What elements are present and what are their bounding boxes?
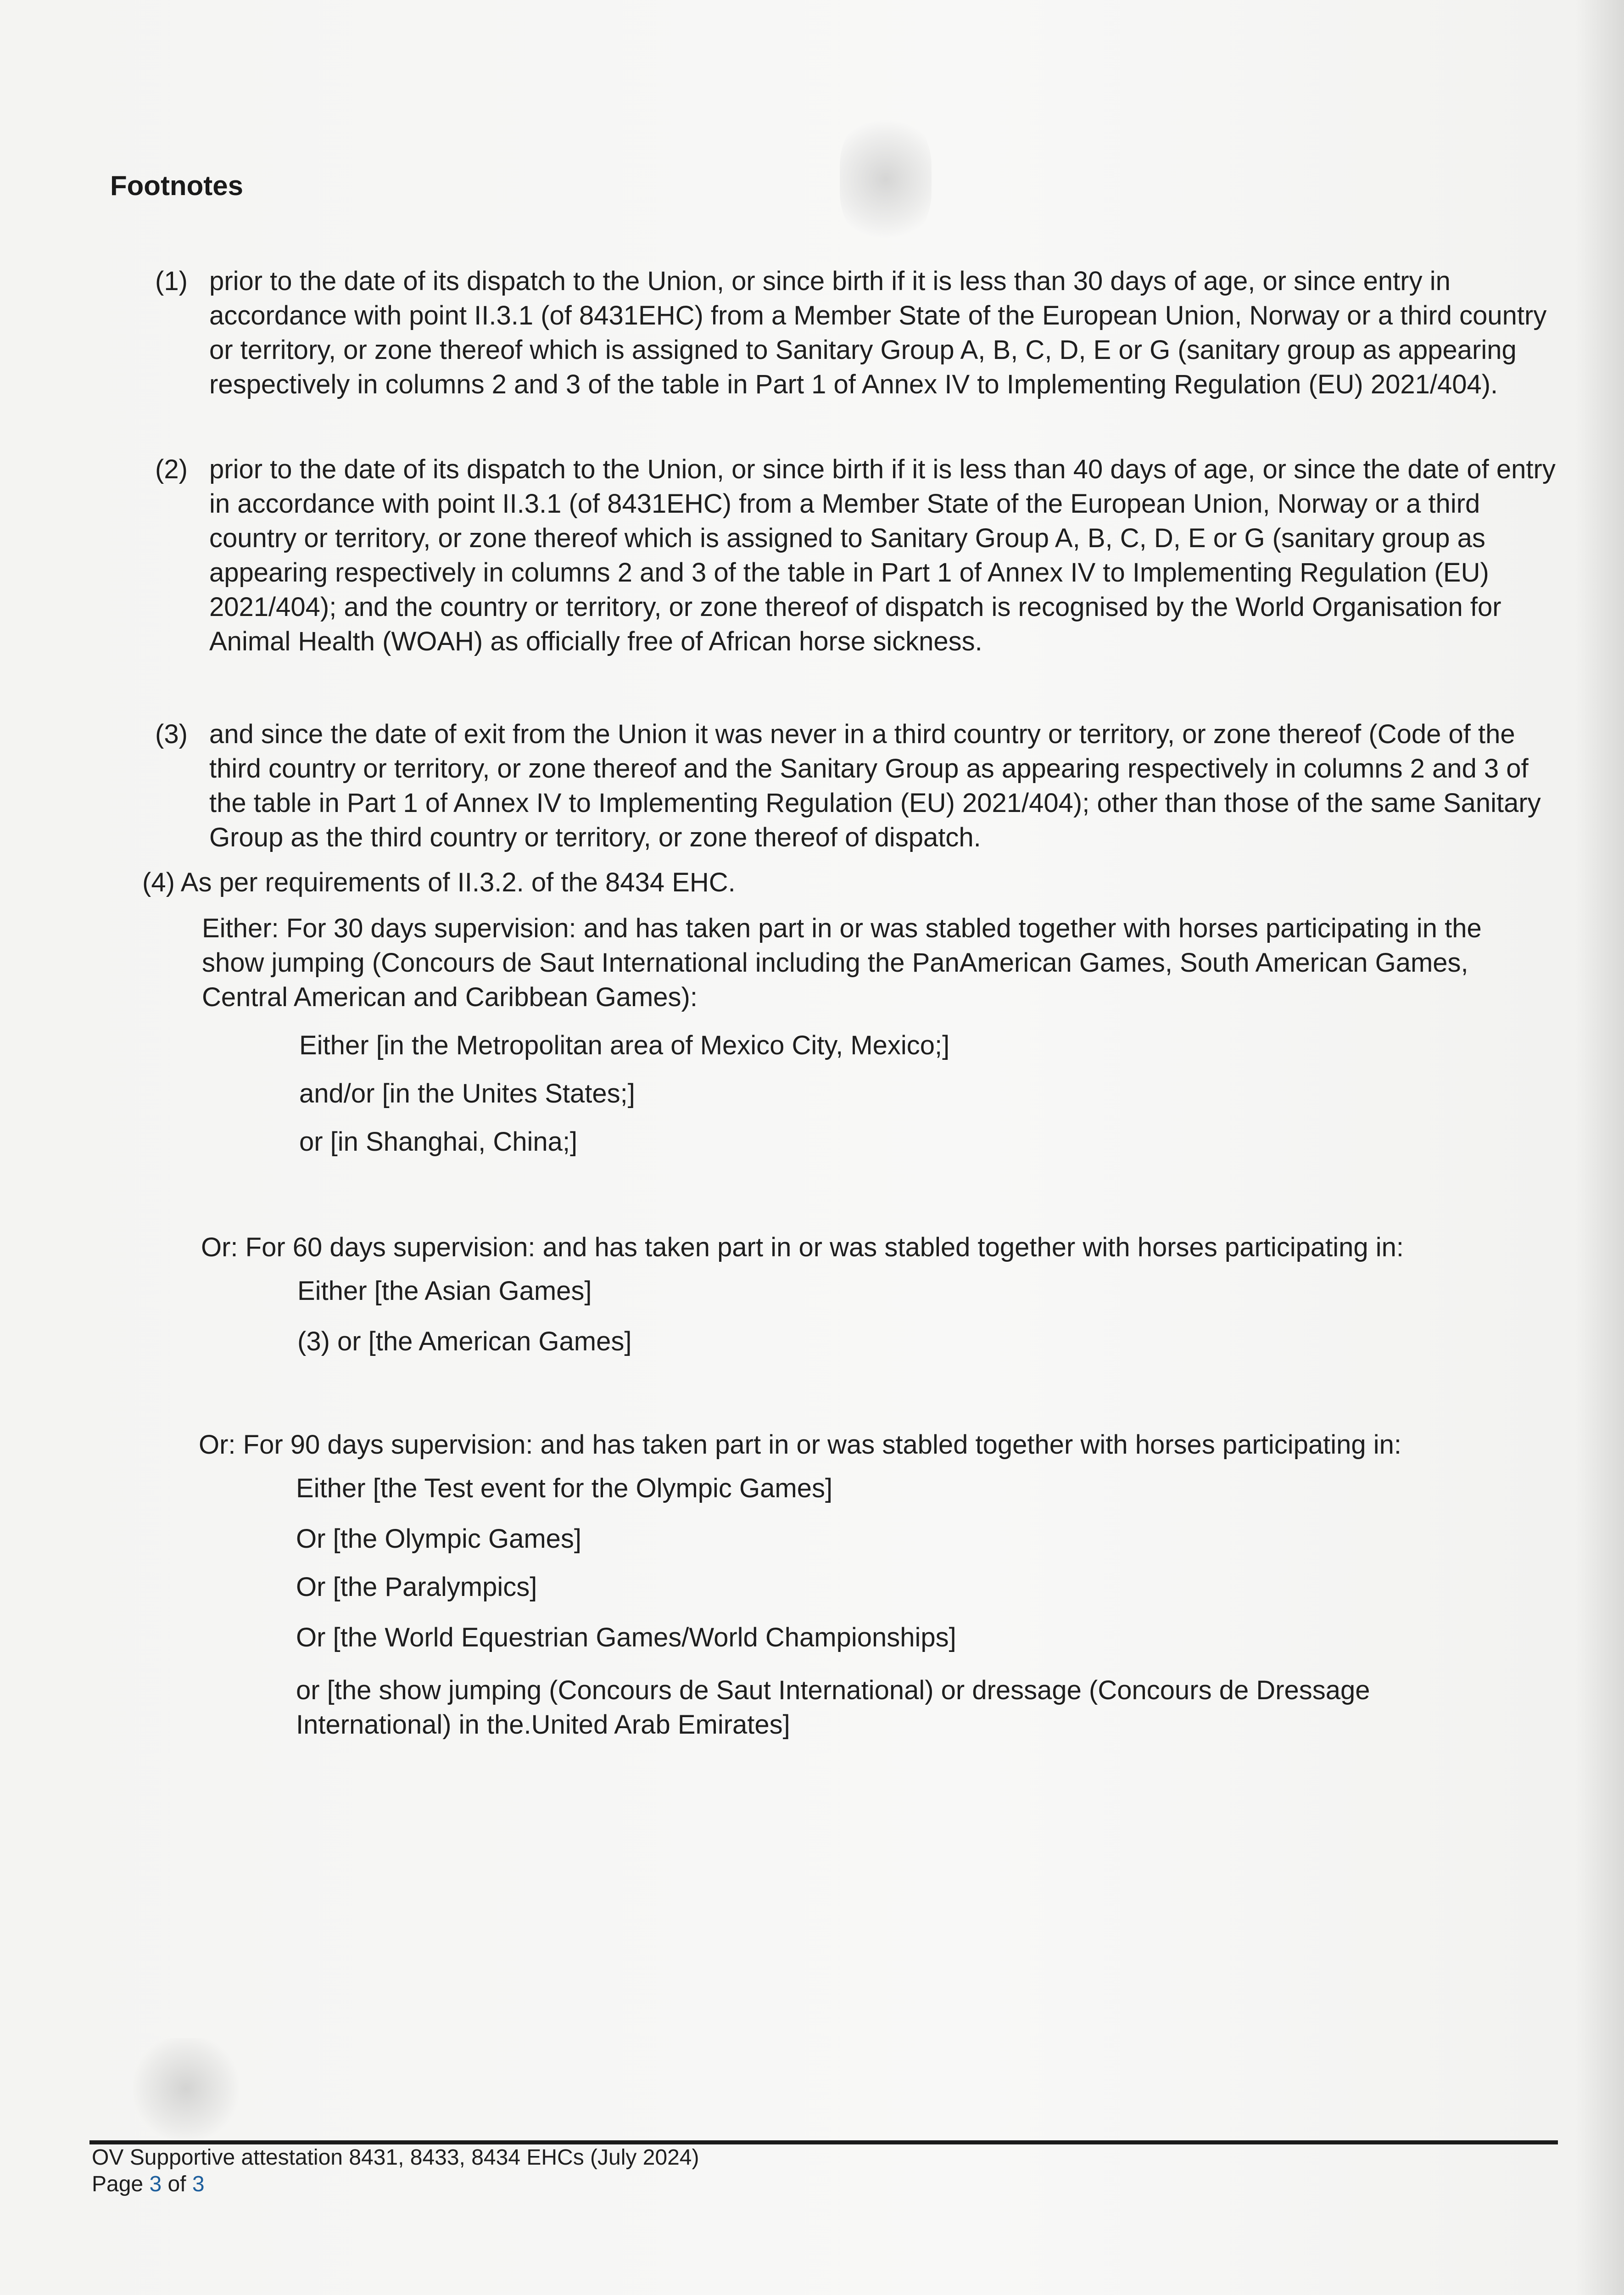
list-90-item: Or [the Paralympics] bbox=[296, 1572, 537, 1602]
footer-page-number bbox=[92, 2171, 699, 2198]
list-30-item: Either [in the Metropolitan area of Mexico City, Mexico;] bbox=[299, 1030, 950, 1060]
footnotes-heading: Footnotes bbox=[110, 170, 243, 201]
list-60-item: (3) or [the American Games] bbox=[297, 1327, 632, 1356]
footnote-number: (3) bbox=[155, 719, 188, 749]
supervision-60-days: Or: For 60 days supervision: and has taken part in or was stabled together with horses participating in: bbox=[201, 1232, 1404, 1262]
footer-document-title: OV Supportive attestation 8431, 8433, 8434 EHCs (July 2024) bbox=[92, 2145, 699, 2170]
footnote-2 bbox=[155, 452, 1568, 659]
footnote-text: and since the date of exit from the Union it was never in a third country or territory, or zone thereof (Code of the third country or territory, or zone thereof and the Sanitary Group as appearing respectively in columns 2 and 3 of the table in Part 1 of Annex IV to Implementing Regulation (EU) 2021/404); other than those of the same Sanitary Group as the third country or territory, or zone thereof of dispatch. bbox=[209, 719, 1541, 852]
list-90-item: Or [the Olympic Games] bbox=[296, 1524, 582, 1554]
footnote-text: prior to the date of its dispatch to the Union, or since birth if it is less than 30 days of age, or since entry in accordance with point II.3.1 (of 8431EHC) from a Member State of the European Union, Norway or a third country or territory, or zone thereof which is assigned to Sanitary Group A, B, C, D, E or G (sanitary group as appearing respectively in columns 2 and 3 of the table in Part 1 of Annex IV to Implementing Regulation (EU) 2021/404). bbox=[209, 266, 1547, 399]
list-30-item: or [in Shanghai, China;] bbox=[299, 1127, 578, 1157]
footnote-1 bbox=[155, 264, 1568, 402]
list-30-item: and/or [in the Unites States;] bbox=[299, 1079, 635, 1108]
list-90-item: Either [the Test event for the Olympic Games] bbox=[296, 1473, 833, 1503]
supervision-30-days: Either: For 30 days supervision: and has taken part in or was stabled together with horses participating in the show jumping (Concours de Saut International including the PanAmerican Games, South American Games, Central American and Caribbean Games): bbox=[202, 913, 1482, 1012]
footnote-text: prior to the date of its dispatch to the Union, or since birth if it is less than 40 days of age, or since the date of entry in accordance with point II.3.1 (of 8431EHC) from a Member State of the European Union, Norway or a third country or territory, or zone thereof which is assigned to Sanitary Group A, B, C, D, E or G (sanitary group as appearing respectively in columns 2 and 3 of the table in Part 1 of Annex IV to Implementing Regulation (EU) 2021/404); and the country or territory, or zone thereof of dispatch is recognised by the World Organisation for Animal Health (WOAH) as officially free of African horse sickness. bbox=[209, 454, 1556, 656]
footnote-number: (2) bbox=[155, 454, 188, 484]
list-90-item: Or [the World Equestrian Games/World Championships] bbox=[296, 1623, 956, 1652]
footer-divider bbox=[89, 2140, 1558, 2144]
list-90-item: or [the show jumping (Concours de Saut International) or dressage (Concours de Dressage International) in the.United Arab Emirates] bbox=[296, 1675, 1370, 1740]
stamp-smudge-top bbox=[840, 115, 932, 243]
page-prefix: Page bbox=[92, 2172, 150, 2196]
list-60-item: Either [the Asian Games] bbox=[297, 1276, 592, 1306]
page-separator: of bbox=[162, 2172, 192, 2196]
footnote-3 bbox=[155, 717, 1568, 855]
stamp-smudge-bottom bbox=[133, 2038, 239, 2139]
footnote-4-intro: (4) As per requirements of II.3.2. of the 8434 EHC. bbox=[142, 868, 736, 897]
supervision-90-days: Or: For 90 days supervision: and has taken part in or was stabled together with horses participating in: bbox=[199, 1430, 1402, 1460]
page-footer bbox=[92, 2144, 699, 2198]
page-current: 3 bbox=[149, 2172, 162, 2196]
page-total: 3 bbox=[192, 2172, 205, 2196]
footnote-number: (1) bbox=[155, 266, 188, 296]
